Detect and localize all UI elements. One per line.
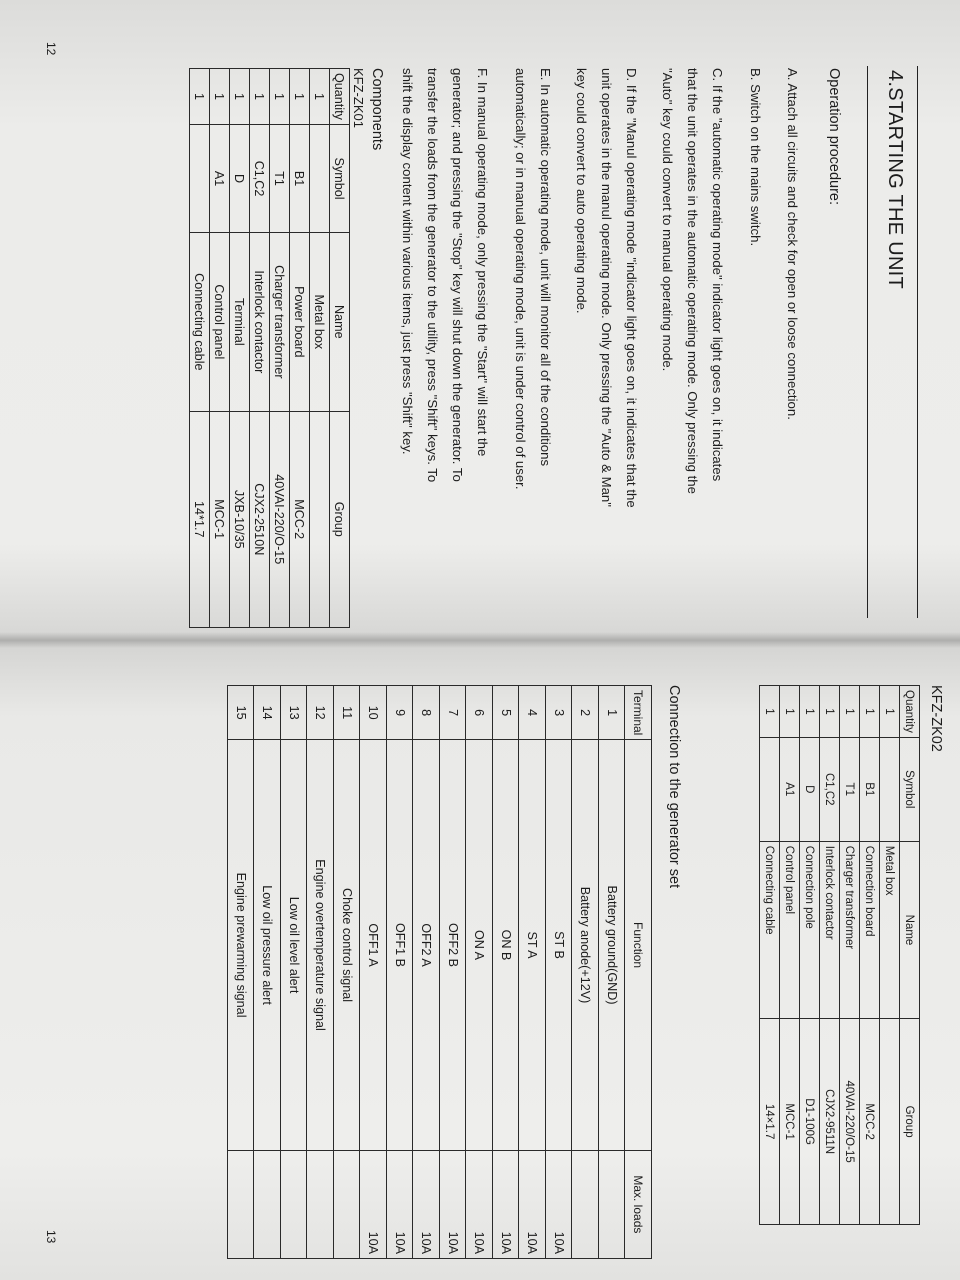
cell-quantity: 1 [840,686,860,738]
cell-function: Low oil level alert [281,740,308,1150]
table-row [387,686,414,1259]
cell-quantity: 1 [230,69,250,125]
table-row [860,686,880,1225]
generator-connection-table [227,685,652,1259]
step-f-line-4: shift the display content within various items, just press "Shift" key. [400,68,415,455]
cell-quantity: 1 [270,69,290,125]
cell-group: 40VAI-220/O-15 [840,1019,860,1225]
cell-quantity: 1 [860,686,880,738]
cell-name: Connecting cable [760,841,780,1019]
cell-function: ON B [493,740,520,1150]
step-d-line-1: D. If the "Manul operating mode "indicator light goes on, it indicates that the [624,68,639,508]
cell-function: ST B [546,740,573,1150]
cell-symbol: T1 [270,124,290,232]
cell-name: Charger transformer [270,233,290,411]
model-label-zk02: KFZ-ZK02 [928,685,944,752]
table-row [780,686,800,1225]
step-a: A. Attach all circuits and check for open or loose connection. [785,68,800,420]
table-row [270,69,290,628]
cell-function: Low oil pressure alert [254,740,281,1150]
step-c-line-3: "Auto" key could convert to manual operating mode. [660,68,675,372]
cell-name: Terminal [230,233,250,411]
cell-symbol: C1,C2 [820,737,840,841]
step-b: B. Switch on the mains switch. [748,68,763,247]
header-symbol: Symbol [900,737,920,841]
header-name: Name [900,841,920,1019]
cell-group: 14*1.7 [190,411,210,628]
table-row [493,686,520,1259]
cell-quantity: 1 [800,686,820,738]
step-c-line-2: that the unit operates in the automatic operating mode. Only pressing the [685,68,700,494]
cell-group: 40VAI-220/O-15 [270,411,290,628]
cell-function: OFF2 A [413,740,440,1150]
page-number-13: 13 [44,1230,58,1244]
step-c-line-1: C. If the "automatic operating mode" indicator light goes on, it indicates [710,68,725,482]
cell-quantity: 1 [290,69,310,125]
cell-name: Charger transformer [840,841,860,1019]
cell-terminal: 6 [466,686,493,740]
cell-name: Metal box [880,841,900,1019]
cell-function: Choke control signal [334,740,361,1150]
cell-group: CJX2-2510N [250,411,270,628]
table-header-row [330,69,350,628]
cell-max-load [599,1150,626,1258]
table-header-row [625,686,652,1259]
cell-quantity: 1 [880,686,900,738]
cell-terminal: 5 [493,686,520,740]
cell-function: OFF2 B [440,740,467,1150]
cell-group: MCC-2 [860,1019,880,1225]
step-d-line-3: key could convert to auto operating mode. [574,68,589,314]
header-symbol: Symbol [330,124,350,232]
connection-title: Connection to the generator set [666,685,682,889]
table-row [307,686,334,1259]
cell-terminal: 13 [281,686,308,740]
table-row [228,686,255,1259]
header-quantity: Quantity [330,69,350,125]
table-row [210,69,230,628]
cell-max-load [307,1150,334,1258]
cell-max-load: 10A [546,1150,573,1258]
cell-group: D1-100G [800,1019,820,1225]
cell-group: MCC-1 [210,411,230,628]
cell-function: Battery ground(GND) [599,740,626,1150]
model-label: KFZ-ZK01 [351,68,366,128]
cell-max-load [254,1150,281,1258]
cell-group: JXB-10/35 [230,411,250,628]
cell-group: CJX2-9511N [820,1019,840,1225]
cell-function: OFF1 A [360,740,387,1150]
cell-name: Connection pole [800,841,820,1019]
cell-quantity: 1 [820,686,840,738]
operation-subheading: Operation procedure: [826,68,842,206]
cell-max-load [228,1150,255,1258]
cell-symbol: A1 [780,737,800,841]
step-f-line-2: generator; and pressing the "Stop" key will shut down the generator. To [450,68,465,482]
cell-name: Control panel [210,233,230,411]
cell-quantity: 1 [190,69,210,125]
table-header-row [900,686,920,1225]
cell-name: Metal box [310,233,330,411]
cell-max-load: 10A [493,1150,520,1258]
step-e-line-2: automatically; or in manual operating mode, unit is under control of user. [513,68,528,490]
cell-terminal: 10 [360,686,387,740]
header-group: Group [330,411,350,628]
header-function: Function [625,740,652,1150]
cell-symbol: C1,C2 [250,124,270,232]
table-row [413,686,440,1259]
cell-group: MCC-2 [290,411,310,628]
table-row [440,686,467,1259]
cell-quantity: 1 [780,686,800,738]
table-row [360,686,387,1259]
table-row [546,686,573,1259]
cell-function: ON A [466,740,493,1150]
cell-name: Connecting cable [190,233,210,411]
cell-quantity: 1 [310,69,330,125]
cell-group: MCC-1 [780,1019,800,1225]
top-rule [917,66,918,618]
cell-terminal: 7 [440,686,467,740]
cell-max-load: 10A [519,1150,546,1258]
connection-table-body [228,686,626,1259]
cell-function: ST A [519,740,546,1150]
cell-symbol [760,737,780,841]
header-quantity: Quantity [900,686,920,738]
page-number-12: 12 [44,42,58,56]
cell-name: Interlock contactor [250,233,270,411]
cell-terminal: 4 [519,686,546,740]
table-row [599,686,626,1259]
cell-symbol: A1 [210,124,230,232]
cell-max-load [281,1150,308,1258]
book-gutter-shadow [0,632,960,648]
cell-terminal: 8 [413,686,440,740]
cell-name: Interlock contactor [820,841,840,1019]
step-f-line-3: transfer the loads from the generator to the utility, press "Shift" keys. To [425,68,440,483]
header-group: Group [900,1019,920,1225]
header-terminal: Terminal [625,686,652,740]
cell-function: OFF1 B [387,740,414,1150]
header-max-loads: Max. loads [625,1150,652,1258]
cell-symbol [310,124,330,232]
cell-terminal: 3 [546,686,573,740]
cell-terminal: 2 [572,686,599,740]
cell-symbol: B1 [290,124,310,232]
cell-max-load: 10A [440,1150,467,1258]
cell-max-load: 10A [466,1150,493,1258]
cell-symbol: T1 [840,737,860,841]
table-row [230,69,250,628]
cell-function: Engine overtemperature signal [307,740,334,1150]
table-row [250,69,270,628]
table-row [466,686,493,1259]
cell-quantity: 1 [250,69,270,125]
table-row [840,686,860,1225]
cell-symbol: D [800,737,820,841]
cell-terminal: 15 [228,686,255,740]
table-row [290,69,310,628]
cell-max-load [334,1150,361,1258]
table-row [880,686,900,1225]
cell-group: 14×1.7 [760,1019,780,1225]
cell-symbol: D [230,124,250,232]
cell-max-load [572,1150,599,1258]
cell-group [880,1019,900,1225]
cell-symbol [190,124,210,232]
cell-terminal: 11 [334,686,361,740]
table-row [310,69,330,628]
step-f-line-1: F. In manual operating mode, only pressing the "Start" will start the [475,68,490,457]
heading-underline [867,66,868,618]
header-name: Name [330,233,350,411]
table-row [519,686,546,1259]
table-row [820,686,840,1225]
cell-function: Engine prewarming signal [228,740,255,1150]
table-row [800,686,820,1225]
cell-max-load: 10A [413,1150,440,1258]
cell-terminal: 9 [387,686,414,740]
section-heading: 4.STARTING THE UNIT [884,70,906,290]
cell-name: Control panel [780,841,800,1019]
table-row [190,69,210,628]
step-d-line-2: unit operates in the manul operating mode. Only pressing the "Auto & Man" [599,68,614,507]
cell-terminal: 1 [599,686,626,740]
step-e-line-1: E. In automatic operating mode, unit will monitor all of the conditions [538,68,553,467]
cell-terminal: 12 [307,686,334,740]
cell-terminal: 14 [254,686,281,740]
right-page [0,640,960,1280]
table-row [281,686,308,1259]
components-table-kfz-zk02 [759,685,920,1225]
components-label: Components [369,68,385,151]
cell-quantity: 1 [760,686,780,738]
cell-name: Power board [290,233,310,411]
cell-max-load: 10A [387,1150,414,1258]
cell-symbol: B1 [860,737,880,841]
cell-function: Battery anode(+12V) [572,740,599,1150]
table-row [254,686,281,1259]
table-row [760,686,780,1225]
cell-quantity: 1 [210,69,230,125]
table-row [334,686,361,1259]
cell-name: Connection board [860,841,880,1019]
cell-max-load: 10A [360,1150,387,1258]
cell-group [310,411,330,628]
components-table-kfz-zk01 [189,68,350,628]
table-row [572,686,599,1259]
cell-symbol [880,737,900,841]
